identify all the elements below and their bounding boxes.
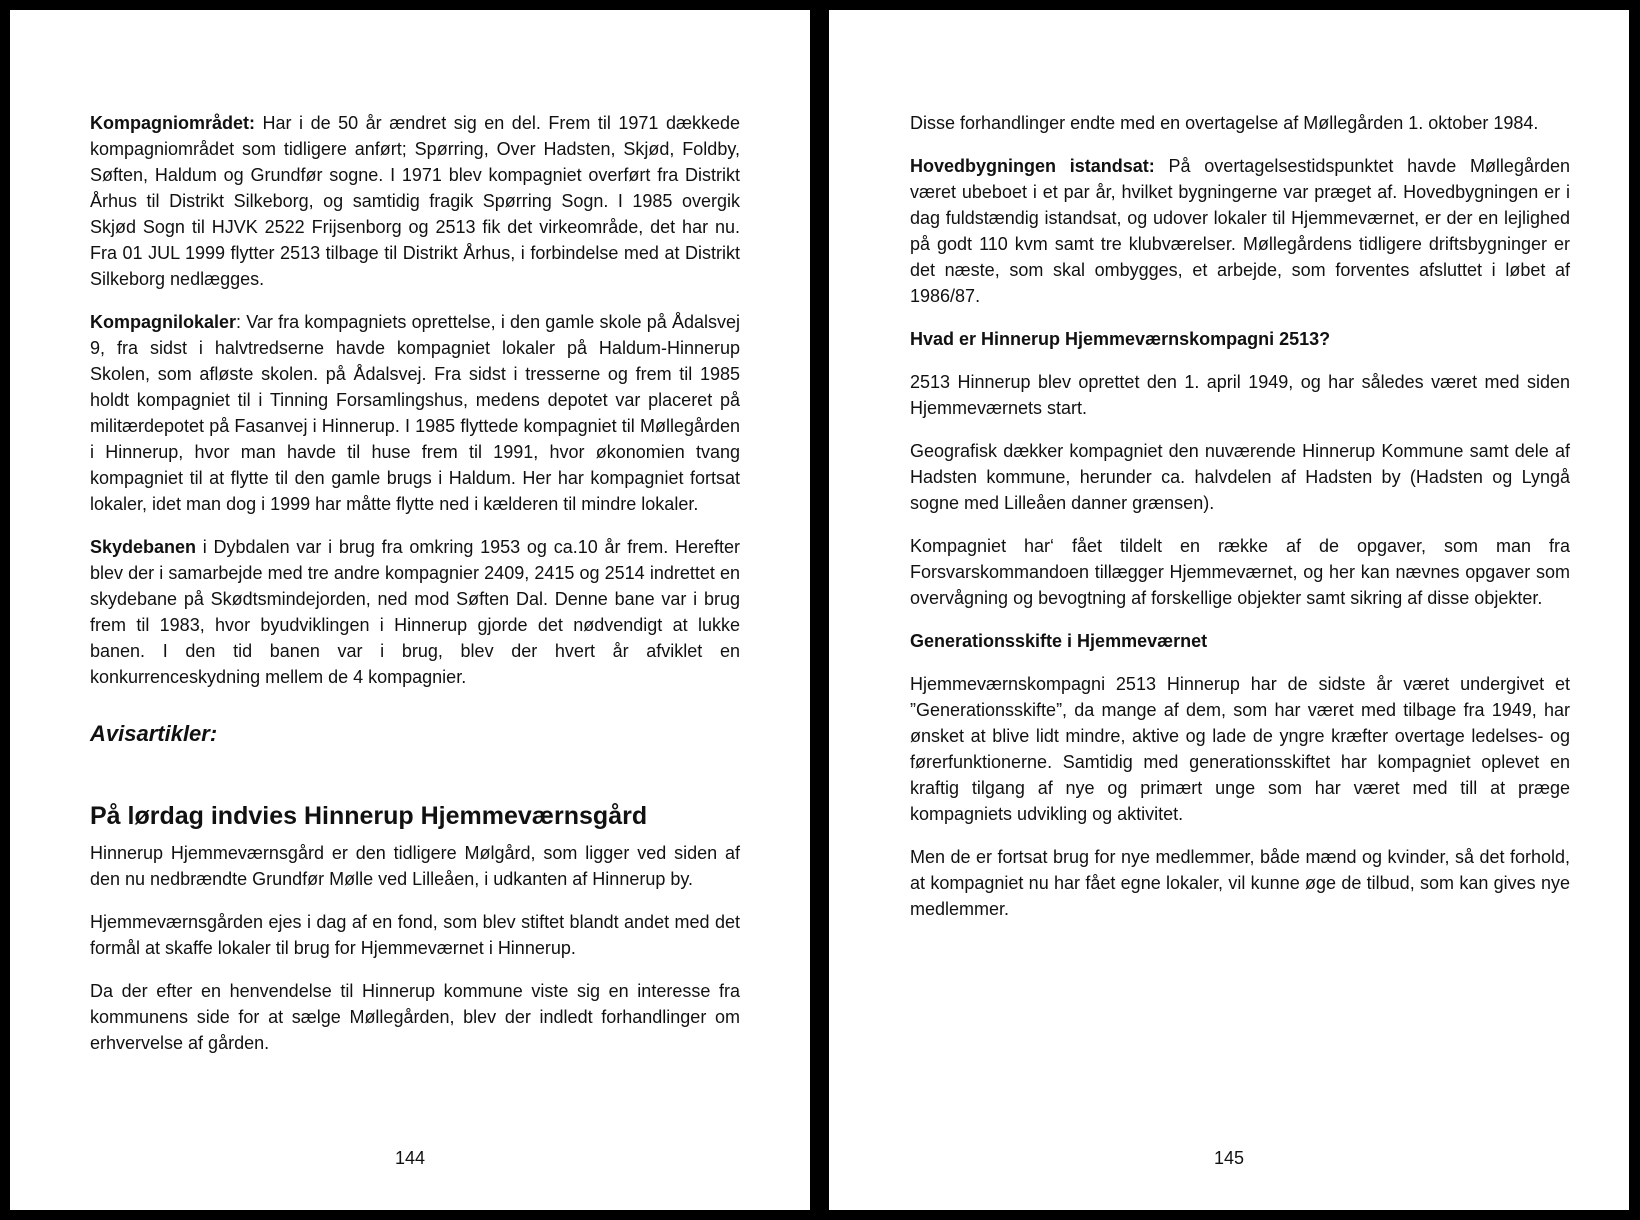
article-paragraph: Hinnerup Hjemmeværnsgård er den tidligere Mølgård, som ligger ved siden af den nu nedbrændte Grundfør Mølle ved Lilleåen, i udkanten af Hinnerup by. [90,843,740,889]
section-label: Avisartikler: [90,721,218,746]
article-title: På lørdag indvies Hinnerup Hjemmeværnsgård [90,802,648,830]
paragraph-kompagnilokaler [90,309,740,517]
paragraph: Kompagniet har‘ fået tildelt en række af de opgaver, som man fra Forsvarskommandoen tillægger Hjemmeværnet, og her kan nævnes opgaver som overvågning og bevogtning af forskellige objekter samt sikring af disse objekter. [910,536,1570,608]
subheading: Hvad er Hinnerup Hjemmeværnskompagni 2513? [910,329,1331,349]
paragraph: Disse forhandlinger endte med en overtagelse af Møllegården 1. oktober 1984. [910,113,1539,133]
article-paragraph: Da der efter en henvendelse til Hinnerup kommune viste sig en interesse fra kommunens side for at sælge Møllegården, blev der indledt forhandlinger om erhvervelse af gården. [90,981,740,1053]
article-paragraph: Hjemmeværnsgården ejes i dag af en fond, som blev stiftet blandt andet med det formål at skaffe lokaler til brug for Hjemmeværnet i Hinnerup. [90,912,740,958]
left-page [10,10,810,1210]
right-page [829,10,1629,1210]
paragraph-label: Hovedbygningen istandsat: [910,156,1155,176]
paragraph: Men de er fortsat brug for nye medlemmer, både mænd og kvinder, så det forhold, at kompagniet nu har fået egne lokaler, vil kunne øge de tilbud, som kan gives nye medlemmer. [910,847,1570,919]
page-number: 144 [394,1148,426,1168]
paragraph-label: Skydebanen [90,537,197,557]
paragraph-text: Har i de 50 år ændret sig en del. Frem til 1971 dækkede kompagniområdet som tidligere anført; Spørring, Over Hadsten, Skjød, Foldby, Søften, Haldum og Grundfør sogne. I 1971 blev kompagniet overført fra Distrikt Århus til Distrikt Silkeborg, og samtidig fragik Spørring Sogn. I 1985 overgik Skjød Sogn til HJVK 2522 Frijsenborg og 2513 fik det virkeområde, det har nu. Fra 01 JUL 1999 flytter 2513 tilbage til Distrikt Århus, i forbindelse med at Distrikt Silkeborg nedlægges. [90,113,740,289]
subheading: Generationsskifte i Hjemmeværnet [910,631,1208,651]
paragraph-text: : Var fra kompagniets oprettelse, i den gamle skole på Ådalsvej 9, fra sidst i halvtredserne havde kompagniet lokaler på Haldum-Hinnerup Skolen, som afløste skolen. på Ådalsvej. Fra sidst i tresserne og frem til 1985 holdt kompagniet til i Tinning Forsamlingshus, medens depotet var placeret på militærdepotet på Fasanvej i Hinnerup. I 1985 flyttede kompagniet til Møllegården i Hinnerup, hvor man havde til huse frem til 1991, hvor økonomien tvang kompagniet til at flytte til den gamle brugs i Haldum. Her har kompagniet fortsat lokaler, idet man dog i 1999 har måtte flytte ned i kælderen til mindre lokaler. [90,312,740,514]
left-page-content [90,110,740,1073]
paragraph-kompagniomraadet [90,110,740,292]
paragraph: Hjemmeværnskompagni 2513 Hinnerup har de sidste år været undergivet et ”Generationsskifte”, da mange af dem, som har været med tilbage fra 1949, har ønsket at blive lidt mindre, aktive og lade de yngre kræfter overtage ledelses- og førerfunktionerne. Samtidig med generationsskiftet har kompagniet oplevet en kraftig tilgang af nye og primært unge som har været med till at præge kompagniets udvikling og aktivitet. [910,674,1570,824]
right-page-content [910,110,1570,939]
paragraph-text: På overtagelsestidspunktet havde Møllegården været ubeboet i et par år, hvilket bygningerne var præget af. Hovedbygningen er i dag fuldstændig istandsat, og udover lokaler til Hjemmeværnet, er der en lejlighed på godt 110 kvm samt tre klubværelser. Møllegårdens tidligere driftsbygninger er det næste, som skal ombygges, et arbejde, som forventes afsluttet i løbet af 1986/87. [910,156,1570,306]
paragraph: Geografisk dækker kompagniet den nuværende Hinnerup Kommune samt dele af Hadsten kommune, herunder ca. halvdelen af Hadsten by (Hadsten og Lyngå sogne med Lilleåen danner grænsen). [910,441,1570,513]
paragraph-label: Kompagnilokaler [90,312,237,332]
paragraph-label: Kompagniområdet: [90,113,256,133]
page-number: 145 [1213,1148,1245,1168]
paragraph-skydebanen [90,534,740,690]
paragraph: 2513 Hinnerup blev oprettet den 1. april 1949, og har således været med siden Hjemmeværnets start. [910,372,1570,418]
paragraph-hovedbygningen [910,153,1570,309]
paragraph-text: i Dybdalen var i brug fra omkring 1953 og ca.10 år frem. Herefter blev der i samarbejde med tre andre kompagnier 2409, 2415 og 2514 indrettet en skydebane på Skødtsmindejorden, ned mod Søften Dal. Denne bane var i brug frem til 1983, hvor byudviklingen i Hinnerup gjorde det nødvendigt at lukke banen. I den tid banen var i brug, blev der hvert år afviklet en konkurrenceskydning mellem de 4 kompagnier. [90,537,740,687]
